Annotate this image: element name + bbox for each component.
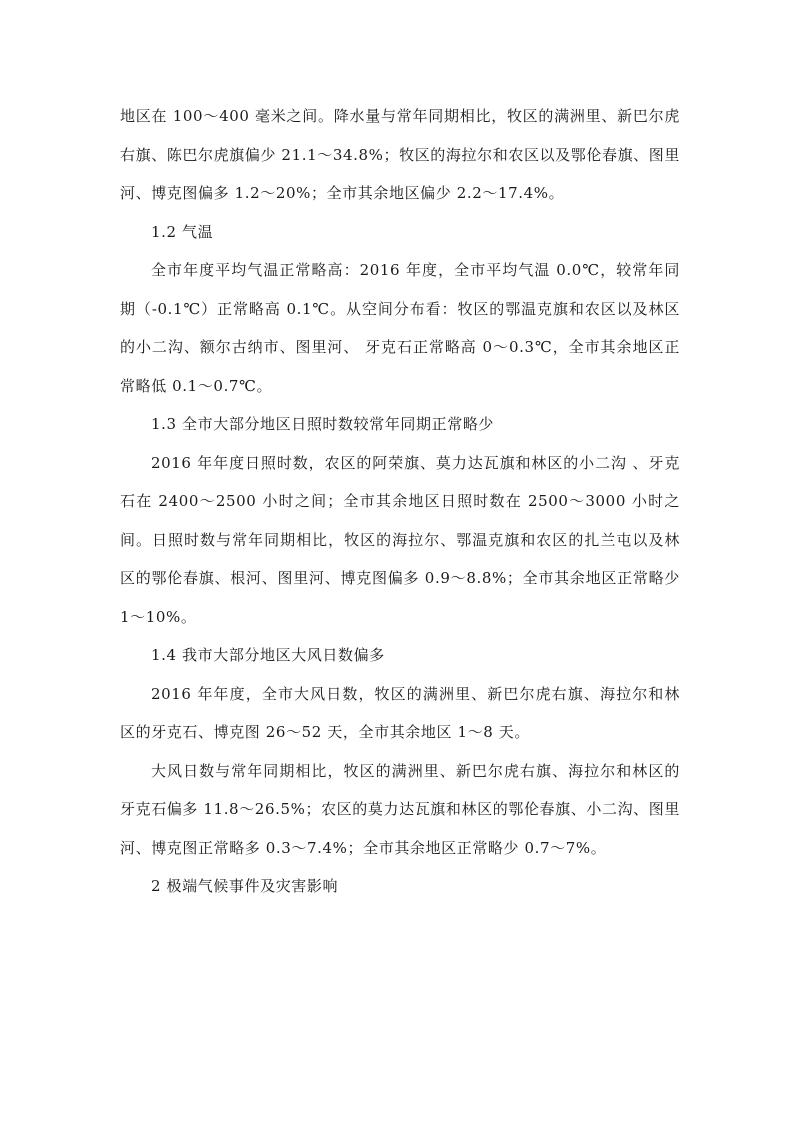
paragraph-sunshine: 2016 年年度日照时数，农区的阿荣旗、莫力达瓦旗和林区的小二沟 、牙克石在 2400～2500 小时之间；全市其余地区日照时数在 2500～3000 小时之间。日照时数与常年同期相比，牧区的海拉尔、鄂温克旗和农区的扎兰屯以及林区的鄂伦春旗、根河、图里河、博克图偏多 0.9～8.8%；全市其余地区正常略少 1～10%。 <box>120 453 680 626</box>
section-heading-wind: 1.4 我市大部分地区大风日数偏多 <box>151 646 385 664</box>
paragraph-temperature: 全市年度平均气温正常略高：2016 年度，全市平均气温 0.0℃，较常年同期（-0.1℃）正常略高 0.1℃。从空间分布看：牧区的鄂温克旗和农区以及林区的小二沟、额尔古纳市、图里河、 牙克石正常略高 0～0.3℃，全市其余地区正常略低 0.1～0.7℃。 <box>120 261 680 395</box>
document-body <box>120 97 680 906</box>
paragraph-precipitation-end: 地区在 100～400 毫米之间。降水量与常年同期相比，牧区的满洲里、新巴尔虎右旗、陈巴尔虎旗偏少 21.1～34.8%；牧区的海拉尔和农区以及鄂伦春旗、图里河、博克图偏多 1.2～20%；全市其余地区偏少 2.2～17.4%。 <box>120 107 680 202</box>
section-heading-extreme-events: 2 极端气候事件及灾害影响 <box>151 877 339 895</box>
section-heading-temperature: 1.2 气温 <box>151 222 214 241</box>
paragraph-wind-comparison: 大风日数与常年同期相比，牧区的满洲里、新巴尔虎右旗、海拉尔和林区的牙克石偏多 11.8～26.5%；农区的莫力达瓦旗和林区的鄂伦春旗、小二沟、图里河、博克图正常略多 0.3～7.4%；全市其余地区正常略少 0.7～7%。 <box>120 761 680 857</box>
paragraph-wind-days: 2016 年年度，全市大风日数，牧区的满洲里、新巴尔虎右旗、海拉尔和林区的牙克石、博克图 26～52 天，全市其余地区 1～8 天。 <box>120 684 680 741</box>
section-heading-sunshine: 1.3 全市大部分地区日照时数较常年同期正常略少 <box>151 415 495 433</box>
